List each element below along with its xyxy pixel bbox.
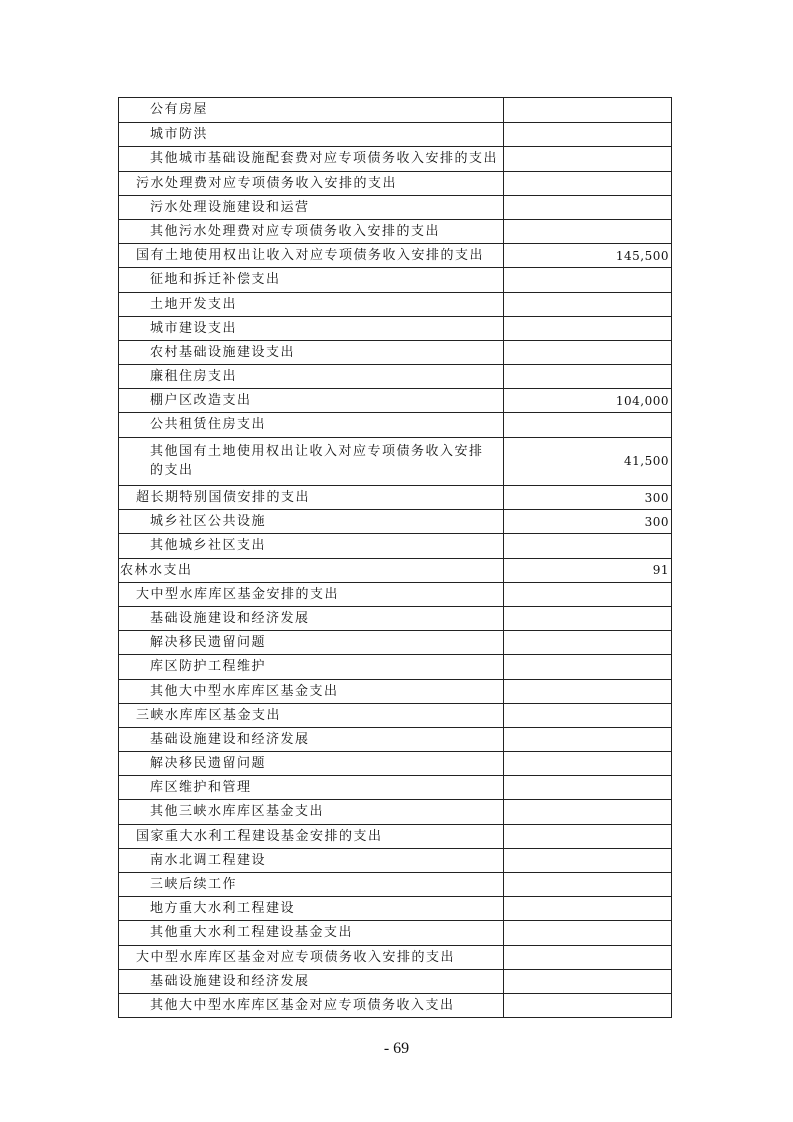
row-label: 城乡社区公共设施 <box>119 510 504 533</box>
row-label: 城市防洪 <box>119 123 504 146</box>
row-value <box>504 752 671 775</box>
row-label: 其他国有土地使用权出让收入对应专项债务收入安排的支出 <box>119 438 504 485</box>
table-row <box>119 316 671 340</box>
row-value: 300 <box>644 490 669 505</box>
row-value <box>504 98 671 122</box>
row-label: 大中型水库库区基金安排的支出 <box>119 583 504 606</box>
row-value <box>504 220 671 243</box>
table-row <box>119 146 671 170</box>
table-row <box>119 775 671 799</box>
row-value <box>504 317 671 340</box>
row-label: 农村基础设施建设支出 <box>119 341 504 364</box>
table-row <box>119 703 671 727</box>
row-value <box>504 196 671 219</box>
row-label: 污水处理费对应专项债务收入安排的支出 <box>119 172 504 195</box>
row-value <box>504 534 671 557</box>
row-value <box>504 825 671 848</box>
row-value <box>504 776 671 799</box>
row-label: 基础设施建设和经济发展 <box>119 607 504 630</box>
table-row <box>119 267 671 291</box>
table-row <box>119 340 671 364</box>
table-row <box>119 292 671 316</box>
row-value <box>504 849 671 872</box>
row-value <box>504 728 671 751</box>
table-row <box>119 171 671 195</box>
row-value <box>504 413 671 436</box>
row-value <box>504 873 671 896</box>
table-row <box>119 243 671 267</box>
row-label: 超长期特别国债安排的支出 <box>119 486 504 509</box>
row-label: 解决移民遗留问题 <box>119 631 504 654</box>
table-row <box>119 896 671 920</box>
row-label: 大中型水库库区基金对应专项债务收入安排的支出 <box>119 946 504 969</box>
table-row <box>119 799 671 823</box>
row-label: 库区防护工程维护 <box>119 655 504 678</box>
row-label: 土地开发支出 <box>119 293 504 316</box>
row-label: 其他城市基础设施配套费对应专项债务收入安排的支出 <box>119 147 504 170</box>
row-label: 库区维护和管理 <box>119 776 504 799</box>
row-value <box>504 268 671 291</box>
row-label: 公有房屋 <box>119 98 504 122</box>
row-value <box>504 800 671 823</box>
row-value <box>504 123 671 146</box>
table-row <box>119 630 671 654</box>
table-row <box>119 195 671 219</box>
row-value <box>504 341 671 364</box>
row-value <box>504 147 671 170</box>
row-value: 145,500 <box>615 248 669 263</box>
row-label: 城市建设支出 <box>119 317 504 340</box>
table-row <box>119 98 671 122</box>
row-label: 其他大中型水库库区基金支出 <box>119 680 504 703</box>
table-row <box>119 945 671 969</box>
table-row <box>119 920 671 944</box>
row-label: 其他重大水利工程建设基金支出 <box>119 921 504 944</box>
row-label: 征地和拆迁补偿支出 <box>119 268 504 291</box>
row-label: 公共租赁住房支出 <box>119 413 504 436</box>
table-row <box>119 727 671 751</box>
row-value <box>504 970 671 993</box>
row-label: 廉租住房支出 <box>119 365 504 388</box>
row-label: 三峡后续工作 <box>119 873 504 896</box>
row-value <box>504 607 671 630</box>
row-value <box>504 172 671 195</box>
row-value <box>504 365 671 388</box>
table-row <box>119 388 671 412</box>
table-row <box>119 751 671 775</box>
table-row <box>119 872 671 896</box>
row-label: 地方重大水利工程建设 <box>119 897 504 920</box>
row-label: 其他城乡社区支出 <box>119 534 504 557</box>
row-label: 其他三峡水库库区基金支出 <box>119 800 504 823</box>
page-number: - 69 <box>383 1040 410 1057</box>
row-label: 解决移民遗留问题 <box>119 752 504 775</box>
row-label: 国有土地使用权出让收入对应专项债务收入安排的支出 <box>119 244 504 267</box>
row-value <box>504 680 671 703</box>
row-label: 其他污水处理费对应专项债务收入安排的支出 <box>119 220 504 243</box>
table-row <box>119 364 671 388</box>
table-row <box>119 679 671 703</box>
row-label: 农林水支出 <box>119 559 504 582</box>
row-value: 91 <box>652 563 669 578</box>
table-row <box>119 509 671 533</box>
row-label: 南水北调工程建设 <box>119 849 504 872</box>
row-label: 棚户区改造支出 <box>119 389 504 412</box>
row-value: 300 <box>644 514 669 529</box>
row-value <box>504 583 671 606</box>
row-value <box>504 921 671 944</box>
table-row <box>119 606 671 630</box>
table-row <box>119 969 671 993</box>
row-value <box>504 946 671 969</box>
table-row <box>119 122 671 146</box>
table-row <box>119 533 671 557</box>
table-row <box>119 654 671 678</box>
row-label: 三峡水库库区基金支出 <box>119 704 504 727</box>
row-label: 基础设施建设和经济发展 <box>119 728 504 751</box>
table-row <box>119 848 671 872</box>
row-value: 41,500 <box>624 454 669 469</box>
table-row <box>119 219 671 243</box>
row-label: 基础设施建设和经济发展 <box>119 970 504 993</box>
table-row <box>119 558 671 582</box>
table-row <box>119 824 671 848</box>
table-row <box>119 582 671 606</box>
row-value <box>504 704 671 727</box>
row-value <box>504 293 671 316</box>
row-value <box>504 897 671 920</box>
row-label: 其他大中型水库库区基金对应专项债务收入支出 <box>119 994 504 1017</box>
row-value <box>504 631 671 654</box>
table-row <box>119 485 671 509</box>
row-label: 污水处理设施建设和运营 <box>119 196 504 219</box>
row-label: 国家重大水利工程建设基金安排的支出 <box>119 825 504 848</box>
table-row <box>119 437 671 485</box>
budget-table <box>118 97 672 1018</box>
row-value <box>504 655 671 678</box>
table-row <box>119 412 671 436</box>
row-value <box>504 994 671 1017</box>
row-value: 104,000 <box>615 393 669 408</box>
table-row <box>119 993 671 1017</box>
